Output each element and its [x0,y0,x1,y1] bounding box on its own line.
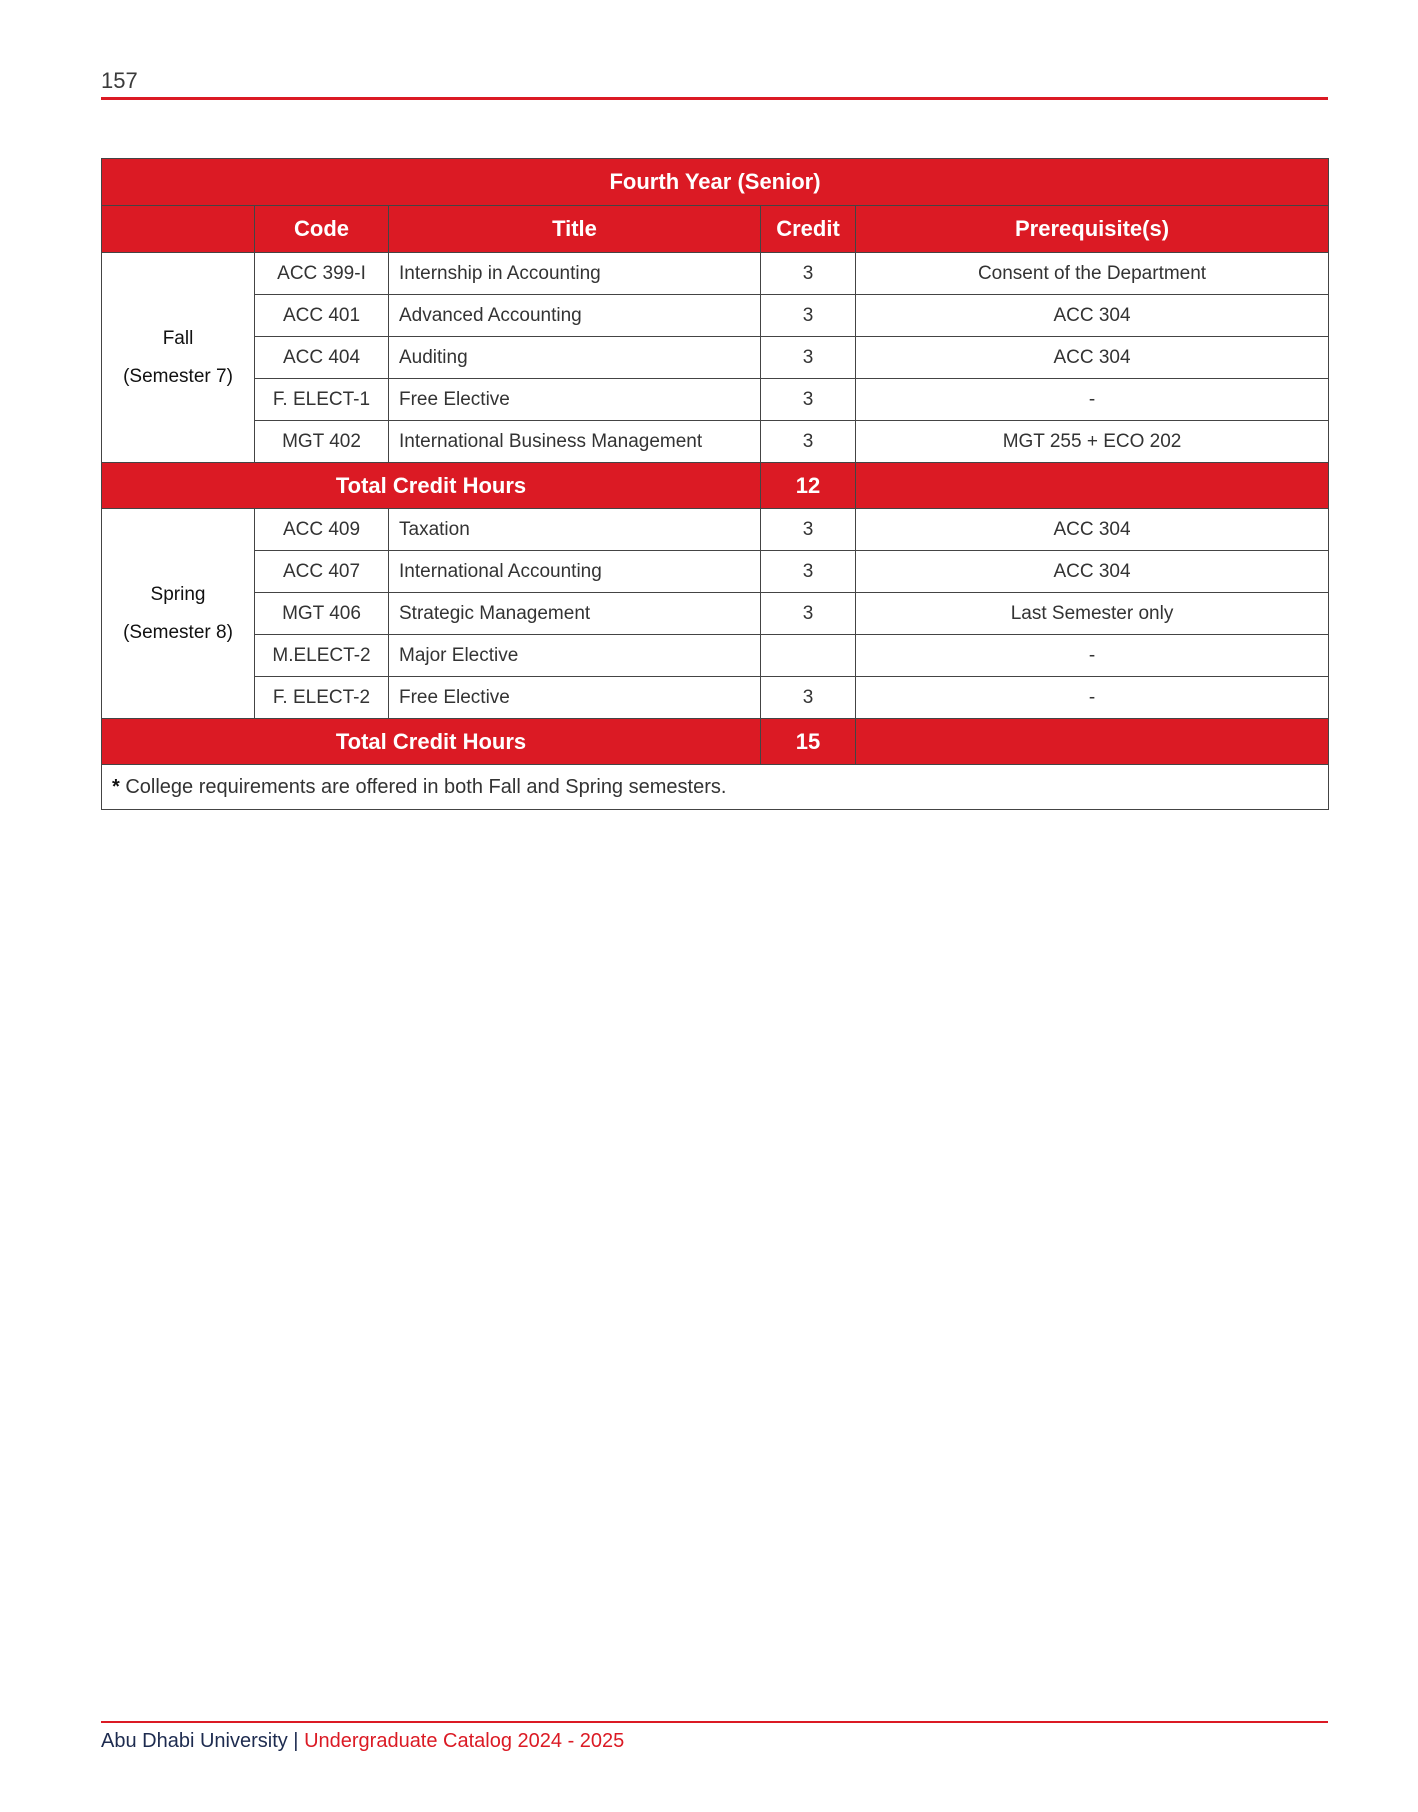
table-title: Fourth Year (Senior) [102,159,1329,206]
note-row [102,765,1329,810]
curriculum-table [101,158,1329,810]
course-title: Internship in Accounting [389,253,761,295]
course-title: Auditing [389,337,761,379]
course-credit: 3 [761,295,856,337]
course-title: Free Elective [389,677,761,719]
total-label: Total Credit Hours [102,463,761,509]
semester-fall-label [102,253,255,463]
course-code: ACC 404 [255,337,389,379]
course-title: Free Elective [389,379,761,421]
total-value: 15 [761,719,856,765]
fall-total-row [102,463,1329,509]
course-prereq: MGT 255 + ECO 202 [856,421,1329,463]
course-prereq: ACC 304 [856,551,1329,593]
total-blank [856,463,1329,509]
course-code: ACC 401 [255,295,389,337]
course-code: ACC 407 [255,551,389,593]
course-credit: 3 [761,421,856,463]
course-code: MGT 402 [255,421,389,463]
table-row [102,635,1329,677]
table-header-row [102,206,1329,253]
total-label: Total Credit Hours [102,719,761,765]
course-credit: 3 [761,509,856,551]
course-prereq: ACC 304 [856,337,1329,379]
course-credit: 3 [761,253,856,295]
course-title: Strategic Management [389,593,761,635]
course-code: MGT 406 [255,593,389,635]
table-row [102,295,1329,337]
table-row [102,509,1329,551]
table-row [102,677,1329,719]
header-rule [101,97,1328,100]
footer-catalog: Undergraduate Catalog 2024 - 2025 [304,1730,625,1752]
course-title: International Accounting [389,551,761,593]
course-prereq: Last Semester only [856,593,1329,635]
course-credit: 3 [761,379,856,421]
semester-number: (Semester 8) [123,621,233,643]
table-row [102,253,1329,295]
course-title: Taxation [389,509,761,551]
table-row [102,551,1329,593]
header-blank [102,206,255,253]
course-prereq: ACC 304 [856,295,1329,337]
table-row [102,379,1329,421]
table-row [102,593,1329,635]
table-title-row [102,159,1329,206]
table-row [102,421,1329,463]
footer-rule [101,1721,1328,1723]
total-value: 12 [761,463,856,509]
course-code: F. ELECT-2 [255,677,389,719]
course-credit: 3 [761,677,856,719]
course-prereq: - [856,379,1329,421]
course-title: Advanced Accounting [389,295,761,337]
header-prereq: Prerequisite(s) [856,206,1329,253]
course-title: Major Elective [389,635,761,677]
page-number: 157 [101,68,138,93]
header-code: Code [255,206,389,253]
spring-total-row [102,719,1329,765]
footer-separator: | [287,1730,305,1752]
course-prereq: Consent of the Department [856,253,1329,295]
course-credit: 3 [761,551,856,593]
table-note [102,765,1329,810]
course-credit: 3 [761,337,856,379]
course-code: M.ELECT-2 [255,635,389,677]
course-credit [761,635,856,677]
semester-number: (Semester 7) [123,365,233,387]
page-footer [101,1730,624,1753]
header-title: Title [389,206,761,253]
note-text: College requirements are offered in both Fall and Spring semesters. [119,775,727,798]
course-code: F. ELECT-1 [255,379,389,421]
course-code: ACC 409 [255,509,389,551]
course-credit: 3 [761,593,856,635]
semester-name: Fall [162,327,194,349]
semester-name: Spring [150,583,206,605]
course-prereq: - [856,635,1329,677]
table-row [102,337,1329,379]
semester-spring-label [102,509,255,719]
note-asterisk: * [112,775,120,798]
course-prereq: ACC 304 [856,509,1329,551]
course-prereq: - [856,677,1329,719]
course-code: ACC 399-I [255,253,389,295]
header-credit: Credit [761,206,856,253]
course-title: International Business Management [389,421,761,463]
total-blank [856,719,1329,765]
footer-university: Abu Dhabi University [101,1730,288,1752]
